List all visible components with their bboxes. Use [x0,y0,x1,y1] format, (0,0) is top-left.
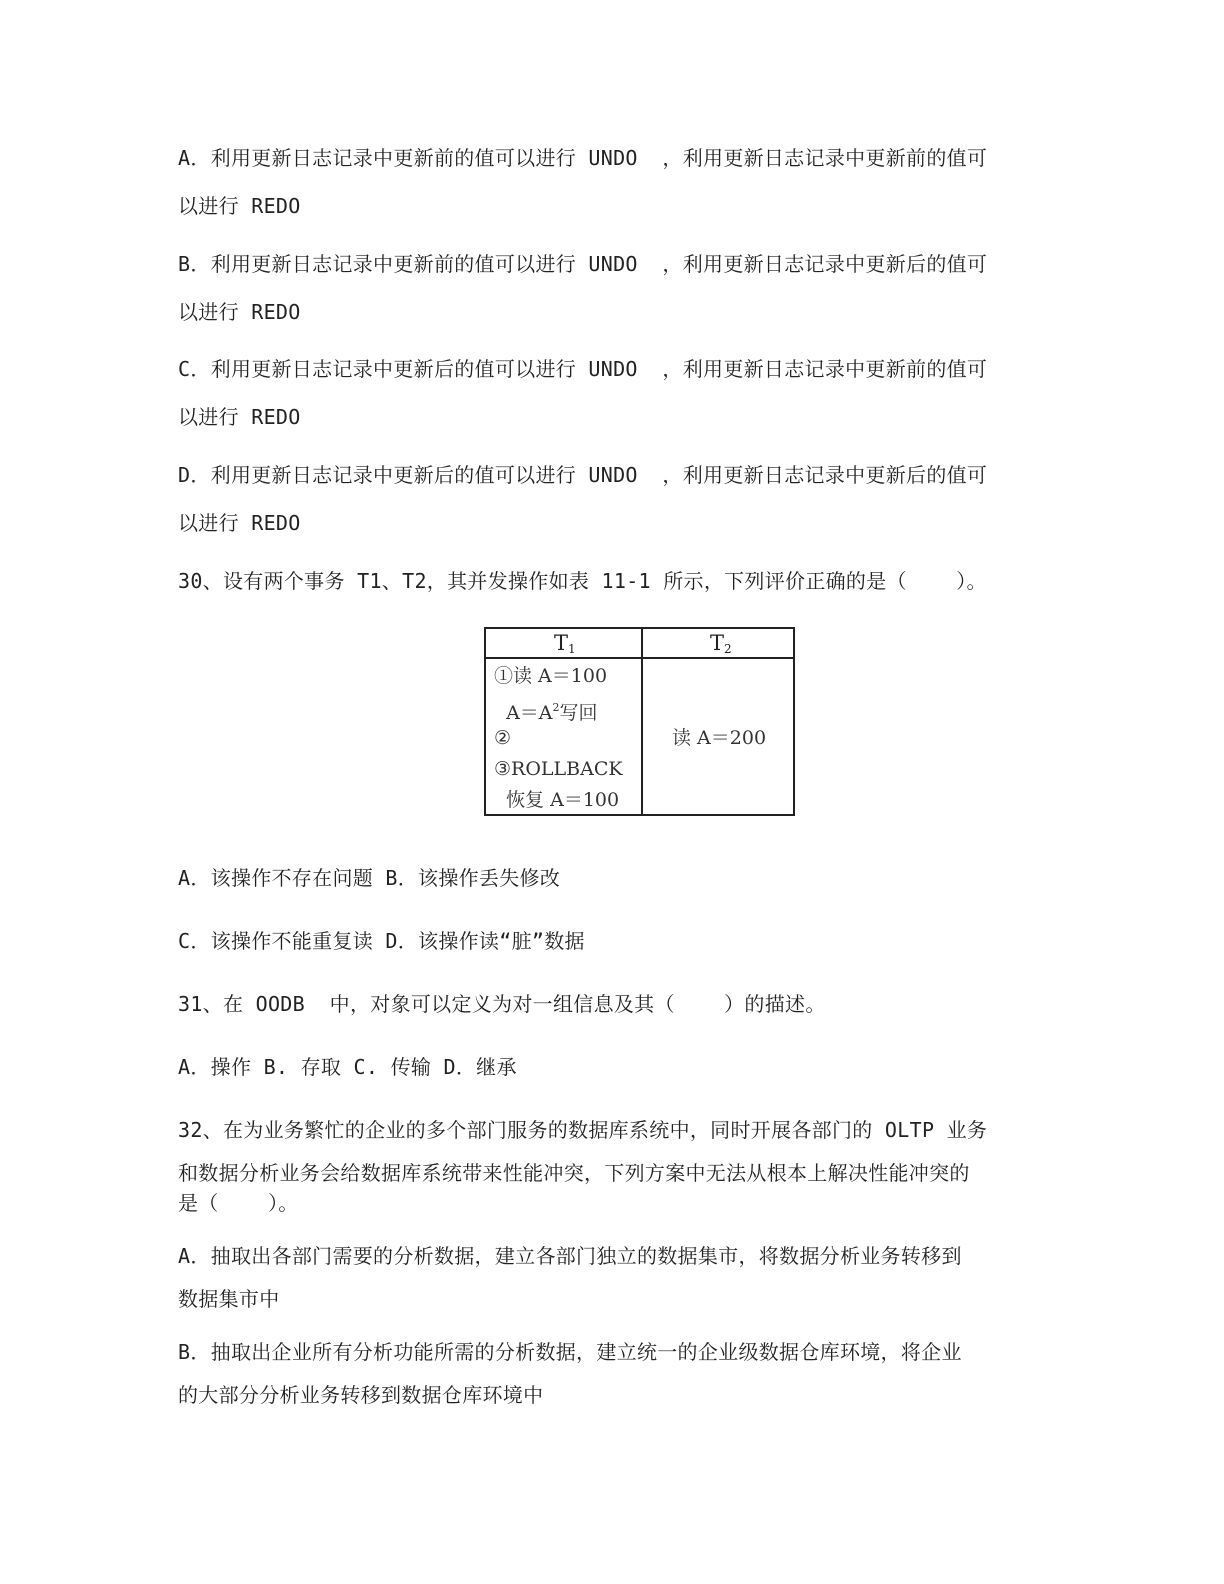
table-header-t1: $T_1$ [554,631,576,656]
transaction-table [484,627,795,816]
q32-option-b-line2: 的大部分分析业务转移到数据仓库环境中 [178,1383,544,1407]
option-b-line2: 以进行 REDO [178,300,301,324]
option-b-line1: B．利用更新日志记录中更新前的值可以进行 UNDO ，利用更新日志记录中更新后的值可 [178,252,988,276]
q30-options-cd: C．该操作不能重复读 D．该操作读“脏”数据 [178,929,585,953]
t1-step-1-write: $A=A^2$写回 [494,701,598,724]
question-32-line2: 和数据分析业务会给数据库系统带来性能冲突，下列方案中无法从根本上解决性能冲突的 [178,1161,970,1185]
option-d-line1: D．利用更新日志记录中更新后的值可以进行 UNDO ，利用更新日志记录中更新后的值可 [178,463,988,487]
t2-step-2: 读 A＝200 [672,727,767,749]
t1-step-1: ①读 A＝100 [494,665,608,687]
table-header-divider [486,657,793,659]
option-c-line2: 以进行 REDO [178,405,301,429]
option-a-line1: A．利用更新日志记录中更新前的值可以进行 UNDO ，利用更新日志记录中更新前的值可 [178,146,988,170]
q30-options-ab: A．该操作不存在问题 B．该操作丢失修改 [178,866,561,890]
option-c-line1: C．利用更新日志记录中更新后的值可以进行 UNDO ，利用更新日志记录中更新前的值可 [178,357,988,381]
option-d-line2: 以进行 REDO [178,511,301,535]
option-a-line2: 以进行 REDO [178,194,301,218]
question-32-line1: 32、在为业务繁忙的企业的多个部门服务的数据库系统中，同时开展各部门的 OLTP 业务 [178,1118,988,1142]
question-32-line3: 是（ ）。 [178,1191,299,1215]
q32-option-b-line1: B．抽取出企业所有分析功能所需的分析数据，建立统一的企业级数据仓库环境，将企业 [178,1340,962,1364]
q31-options: A．操作 B. 存取 C. 传输 D．继承 [178,1055,517,1079]
table-header-t2: $T_2$ [710,631,732,656]
t1-step-3: ③ROLLBACK [494,758,623,780]
q32-option-a-line2: 数据集市中 [178,1287,280,1311]
t1-step-3-restore: 恢复 A＝100 [494,789,620,811]
question-30: 30、设有两个事务 T1、T2，其并发操作如表 11-1 所示，下列评价正确的是（ ）。 [178,569,987,593]
question-31: 31、在 OODB 中，对象可以定义为对一组信息及其（ ）的描述。 [178,992,826,1016]
q32-option-a-line1: A．抽取出各部门需要的分析数据，建立各部门独立的数据集市，将数据分析业务转移到 [178,1244,962,1268]
t1-step-2: ② [494,727,512,749]
